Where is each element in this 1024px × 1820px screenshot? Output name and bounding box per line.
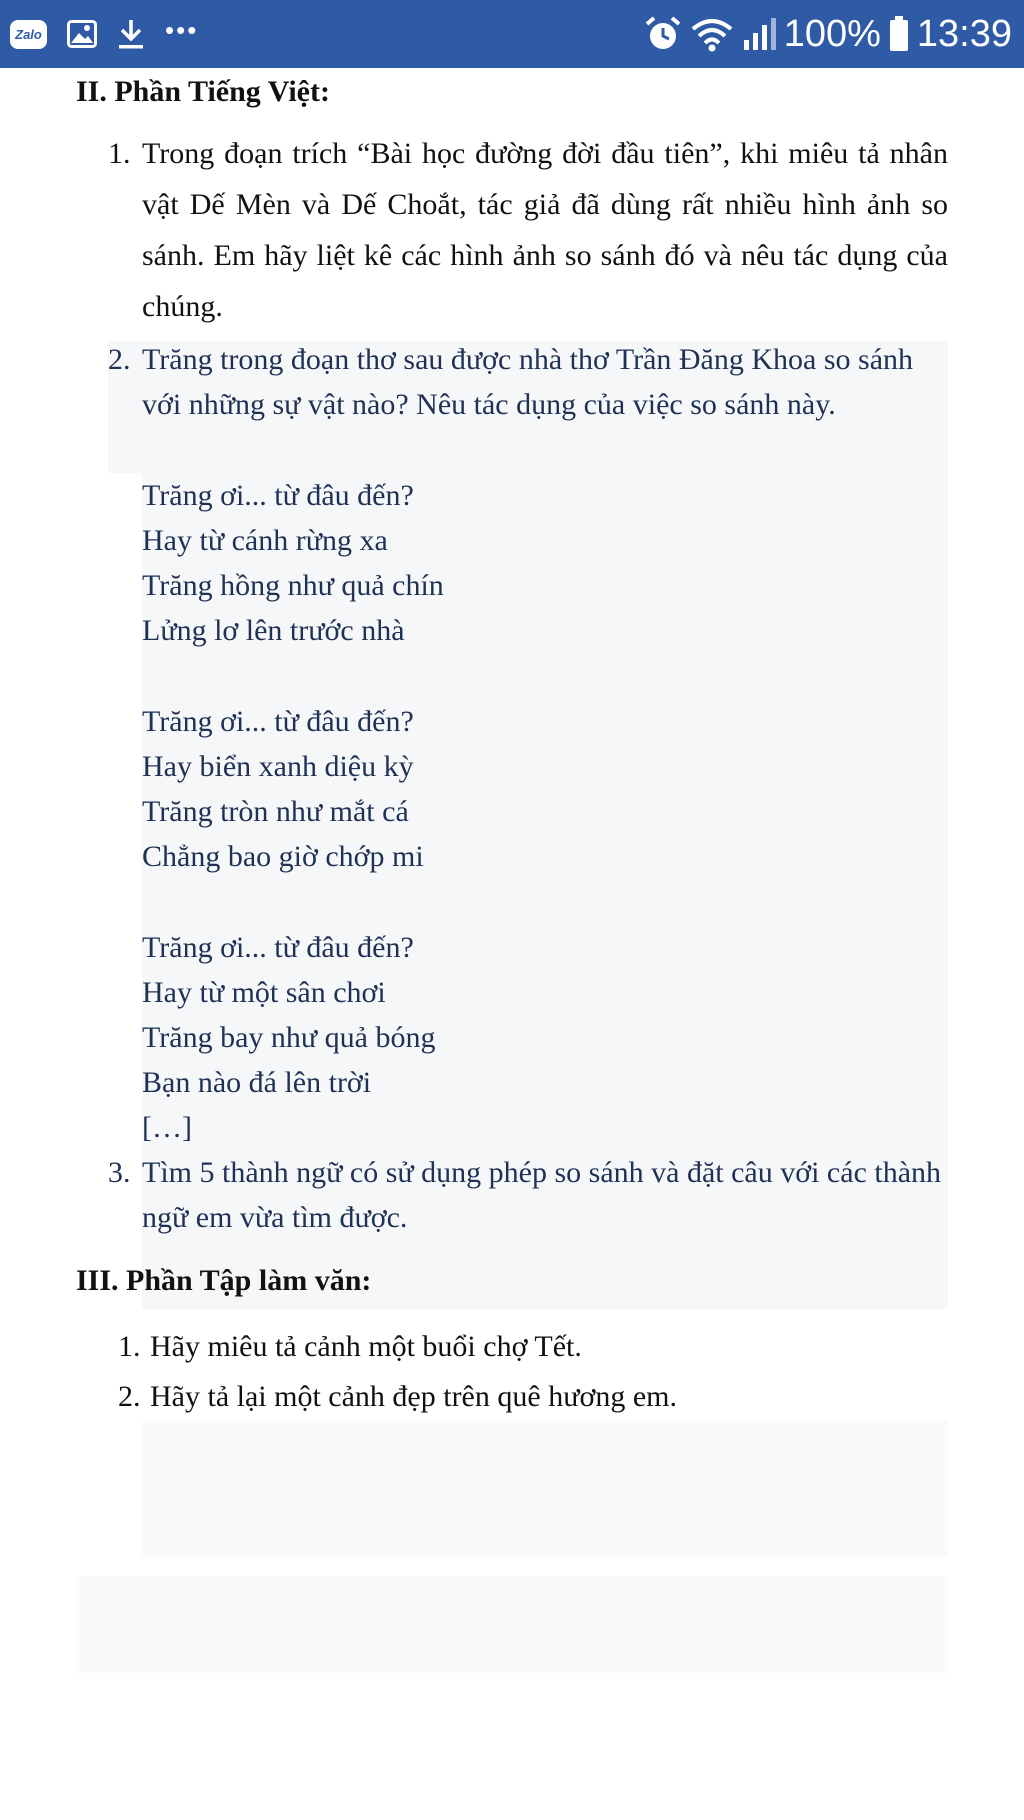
question-1 <box>108 128 948 332</box>
essay-item-1 <box>118 1322 958 1372</box>
wifi-icon <box>690 15 734 53</box>
poem-line: Trăng ơi... từ đâu đến? <box>142 931 414 964</box>
poem-stanza-1 <box>142 473 444 653</box>
poem-line: Trăng ơi... từ đâu đến? <box>142 705 414 738</box>
poem-ellipsis: […] <box>142 1111 192 1144</box>
poem-line: Trăng hồng như quả chín <box>142 569 444 602</box>
question-3 <box>108 1150 948 1240</box>
question-number: 2. <box>108 343 131 376</box>
question-text: Trong đoạn trích “Bài học đường đời đầu tiên”, khi miêu tả nhân vật Dế Mèn và Dế Choắt, tác giả đã dùng rất nhiều hình ảnh so sánh. Em hãy liệt kê các hình ảnh so sánh đó và nêu tác dụng của chúng. <box>142 137 948 323</box>
poem-line: Trăng ơi... từ đâu đến? <box>142 479 414 512</box>
highlight-block <box>142 1420 948 1557</box>
download-icon[interactable] <box>117 18 145 50</box>
item-number: 2. <box>118 1380 141 1413</box>
status-bar-right <box>644 10 1012 58</box>
document-page <box>0 68 1024 1820</box>
poem-line: Hay biển xanh diệu kỳ <box>142 750 414 783</box>
highlight-block <box>76 1576 948 1673</box>
question-number: 3. <box>108 1156 131 1189</box>
poem-line: Trăng tròn như mắt cá <box>142 795 409 828</box>
signal-icon <box>742 16 776 52</box>
poem-line: Hay từ một sân chơi <box>142 976 386 1009</box>
poem-line: Hay từ cánh rừng xa <box>142 524 388 557</box>
item-number: 1. <box>118 1330 141 1363</box>
question-2 <box>108 337 948 427</box>
section-heading-tap-lam-van: III. Phần Tập làm văn: <box>76 1264 372 1297</box>
alarm-icon <box>644 15 682 53</box>
status-bar <box>0 0 1024 68</box>
poem-line: Trăng bay như quả bóng <box>142 1021 436 1054</box>
battery-percent: 100% <box>783 13 881 55</box>
poem-stanza-3 <box>142 925 435 1105</box>
item-text: Hãy miêu tả cảnh một buổi chợ Tết. <box>150 1330 582 1363</box>
question-number: 1. <box>108 137 131 170</box>
battery-icon <box>889 16 909 52</box>
status-bar-left <box>10 14 198 54</box>
poem-stanza-2 <box>142 699 424 879</box>
gallery-icon[interactable] <box>67 20 97 48</box>
poem-line: Bạn nào đá lên trời <box>142 1066 372 1099</box>
essay-item-2 <box>118 1372 958 1422</box>
clock-time: 13:39 <box>916 13 1012 55</box>
question-text: Tìm 5 thành ngữ có sử dụng phép so sánh và đặt câu với các thành ngữ em vừa tìm được. <box>142 1156 942 1234</box>
section-heading-tieng-viet: II. Phần Tiếng Việt: <box>76 75 330 108</box>
poem-line: Chẳng bao giờ chớp mi <box>142 840 424 873</box>
item-text: Hãy tả lại một cảnh đẹp trên quê hương em. <box>150 1380 677 1413</box>
question-text: Trăng trong đoạn thơ sau được nhà thơ Trần Đăng Khoa so sánh với những sự vật nào? Nêu tác dụng của việc so sánh này. <box>142 343 914 421</box>
more-dots-icon[interactable]: ••• <box>165 15 199 45</box>
zalo-icon[interactable]: Zalo <box>10 20 47 49</box>
poem-line: Lửng lơ lên trước nhà <box>142 614 405 647</box>
